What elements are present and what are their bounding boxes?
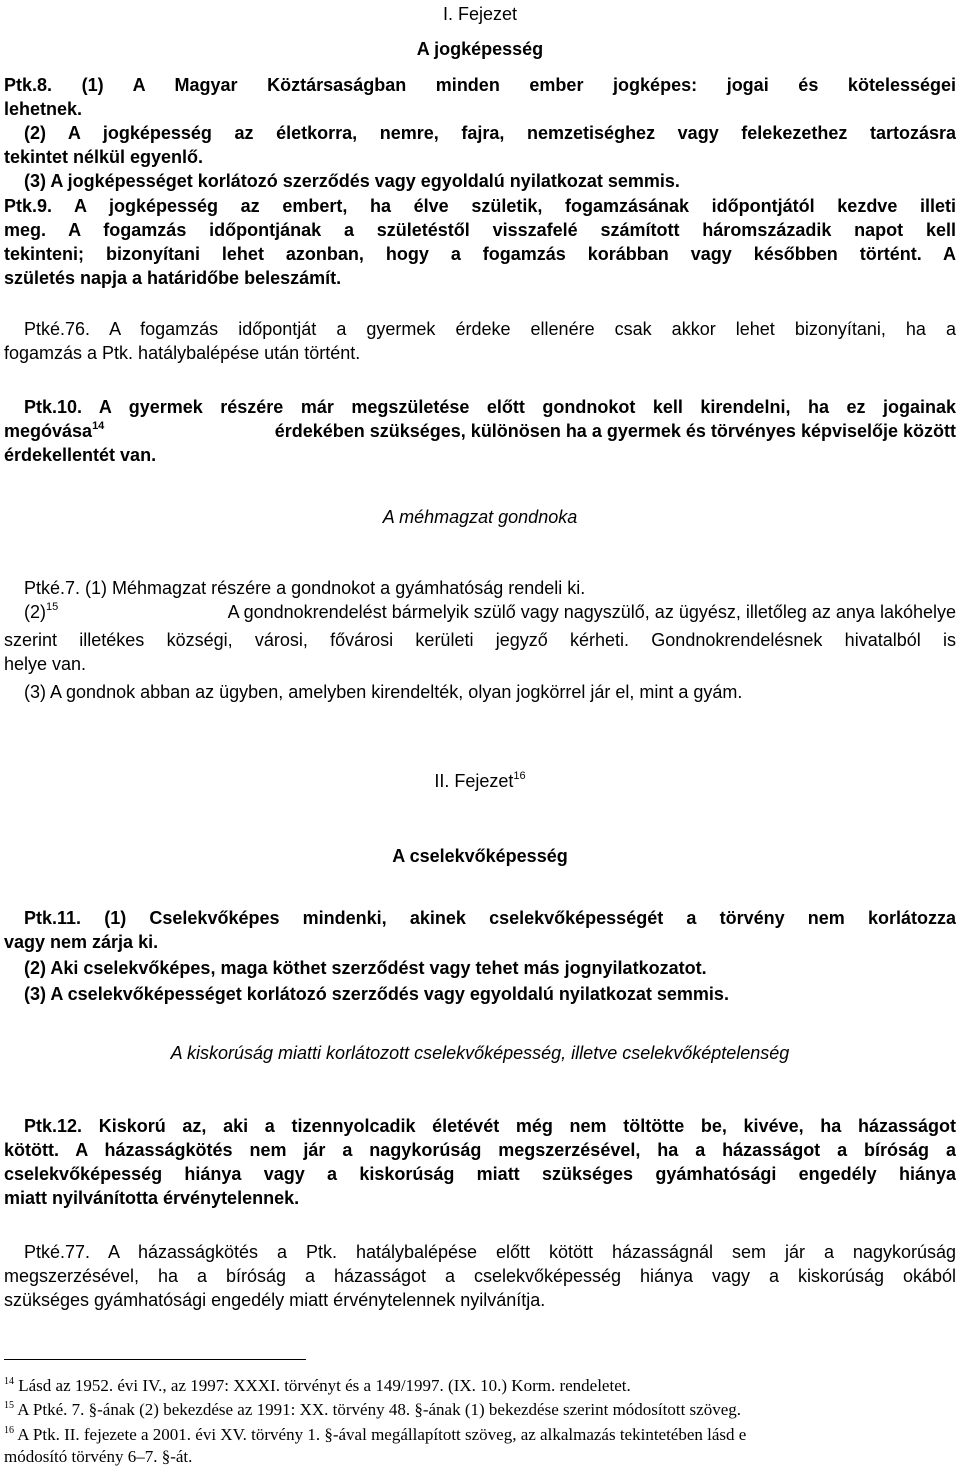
chapter-2-title xyxy=(0,769,960,793)
ptk11-line-3: (2) Aki cselekvőképes, maga köthet szerződést vagy tehet más jognyilatkozatot. xyxy=(24,958,707,978)
ptk8-line-2: lehetnek. xyxy=(4,99,83,119)
subheading-kiskorusag: A kiskorúság miatti korlátozott cselekvőképesség, illetve cselekvőképtelenség xyxy=(170,1043,790,1063)
ptke7-line-2-rest: A gondnokrendelést bármelyik szülő vagy nagyszülő, az ügyész, illetőleg az anya lakóhelye xyxy=(227,602,956,622)
ptke76-line-2: fogamzás a Ptk. hatálybalépése után történt. xyxy=(4,343,361,363)
footnote-16-text: A Ptk. II. fejezete a 2001. évi XV. törvény 1. §-ával megállapított szöveg, az alkalmazás tekintetében lásd e xyxy=(14,1425,747,1444)
ptk11-line-4: (3) A cselekvőképességet korlátozó szerződés vagy egyoldalú nyilatkozat semmis. xyxy=(24,984,729,1004)
ptke76-line-1: Ptké.76. A fogamzás időpontját a gyermek érdeke ellenére csak akkor lehet bizonyítani, ha a xyxy=(24,319,956,339)
chapter-1-heading: A jogképesség xyxy=(416,39,544,59)
footnote-14 xyxy=(4,1375,956,1397)
ptke7-line-2-start: $(2)^{15}$ xyxy=(24,601,59,622)
ptk8-line-1: Ptk.8. (1) A Magyar Köztársaságban minden ember jogképes: jogai és kötelességei xyxy=(4,75,956,95)
ptke77-line-3: szükséges gyámhatósági engedély miatt érvénytelennek nyilvánítja. xyxy=(4,1290,546,1310)
ptk10-line-1: Ptk.10. A gyermek részére már megszületése előtt gondnokot kell kirendelni, ha ez jogainak xyxy=(24,397,956,417)
chapter-2-title-text: II. Fejezet xyxy=(434,771,514,791)
ptk9-line-4: születés napja a határidőbe beleszámít. xyxy=(4,268,342,288)
ptk9-line-1: Ptk.9. A jogképesség az embert, ha élve születik, fogamzásának időpontjától kezdve illeti xyxy=(4,196,956,216)
subheading-mehmagzat: A méhmagzat gondnoka xyxy=(382,507,578,527)
ptk12-line-1: Ptk.12. Kiskorú az, aki a tizennyolcadik életévét még nem töltötte be, kivéve, ha házasságot xyxy=(24,1116,956,1136)
ptke7-line-3: szerint illetékes községi, városi, fővárosi kerületi jegyző kérheti. Gondnokrendelésnek hivatalból is xyxy=(4,630,956,650)
footnote-ref-15: 15 xyxy=(46,601,59,613)
ptke7-line-4: helye van. xyxy=(4,654,87,674)
ptk9-line-2: meg. A fogamzás időpontjának a születéstől visszafelé számított háromszázadik napot kell xyxy=(4,220,956,240)
ptk11-line-2: vagy nem zárja ki. xyxy=(4,932,159,952)
chapter-2-heading: A cselekvőképesség xyxy=(392,846,568,866)
ptk11-line-1: Ptk.11. (1) Cselekvőképes mindenki, akinek cselekvőképességét a törvény nem korlátozza xyxy=(24,908,956,928)
ptk10-line-2 xyxy=(4,419,956,443)
ptke7-line-2 xyxy=(24,600,956,624)
ptke77-line-2: megszerzésével, ha a bíróság a házasságot a cselekvőképesség hiánya vagy a kiskorúság okából xyxy=(4,1266,956,1286)
ptk12-line-3: cselekvőképesség hiánya vagy a kiskorúság miatt szükséges gyámhatósági engedély hiánya xyxy=(4,1164,956,1184)
ptke7-line-5: (3) A gondnok abban az ügyben, amelyben kirendelték, olyan jogkörrel jár el, mint a gyám. xyxy=(24,682,743,702)
ptk8-line-4: tekintet nélkül egyenlő. xyxy=(4,147,204,167)
ptke77-line-1: Ptké.77. A házasságkötés a Ptk. hatálybalépése előtt kötött házasságnál sem jár a nagykorúság xyxy=(24,1242,956,1262)
ptk12-line-2: kötött. A házasságkötés nem jár a nagykorúság megszerzésével, ha a házasságot a bíróság a xyxy=(4,1140,956,1160)
ptk10-line-2-rest: érdekében szükséges, különösen ha a gyermek és törvényes képviselője között xyxy=(274,421,956,441)
ptk10-line-2-start: megóvása$^{14}$ xyxy=(4,420,105,441)
footnote-ref-14: 14 xyxy=(92,420,105,432)
ptke7-line-1: Ptké.7. (1) Méhmagzat részére a gondnokot a gyámhatóság rendeli ki. xyxy=(24,578,586,598)
footnote-16-number: 16 xyxy=(4,1425,14,1436)
ptk10-line-3: érdekellentét van. xyxy=(4,445,157,465)
ptk12-line-4: miatt nyilvánította érvénytelennek. xyxy=(4,1188,300,1208)
footnote-14-number: 14 xyxy=(4,1376,14,1387)
chapter-1-title: I. Fejezet xyxy=(442,4,518,24)
footnote-ref-16: 16 xyxy=(513,770,526,782)
footnote-15-text: A Ptké. 7. §-ának (2) bekezdése az 1991: XX. törvény 48. §-ának (1) bekezdése szerint módosított szöveg. xyxy=(14,1400,742,1419)
footnote-separator xyxy=(4,1359,306,1360)
ptk9-line-3: tekinteni; bizonyítani lehet azonban, hogy a fogamzás korábban vagy későbben történt. A xyxy=(4,244,956,264)
ptk8-line-5: (3) A jogképességet korlátozó szerződés vagy egyoldalú nyilatkozat semmis. xyxy=(24,171,680,191)
footnote-16-continued: módosító törvény 6–7. §-át. xyxy=(4,1447,193,1466)
footnote-15 xyxy=(4,1399,956,1421)
footnote-14-text: Lásd az 1952. évi IV., az 1997: XXXI. törvényt és a 149/1997. (IX. 10.) Korm. rendeletet. xyxy=(14,1376,631,1395)
footnote-15-number: 15 xyxy=(4,1400,14,1411)
footnote-16 xyxy=(4,1424,956,1446)
ptk8-line-3: (2) A jogképesség az életkorra, nemre, fajra, nemzetiséghez vagy felekezethez tartozásra xyxy=(24,123,956,143)
